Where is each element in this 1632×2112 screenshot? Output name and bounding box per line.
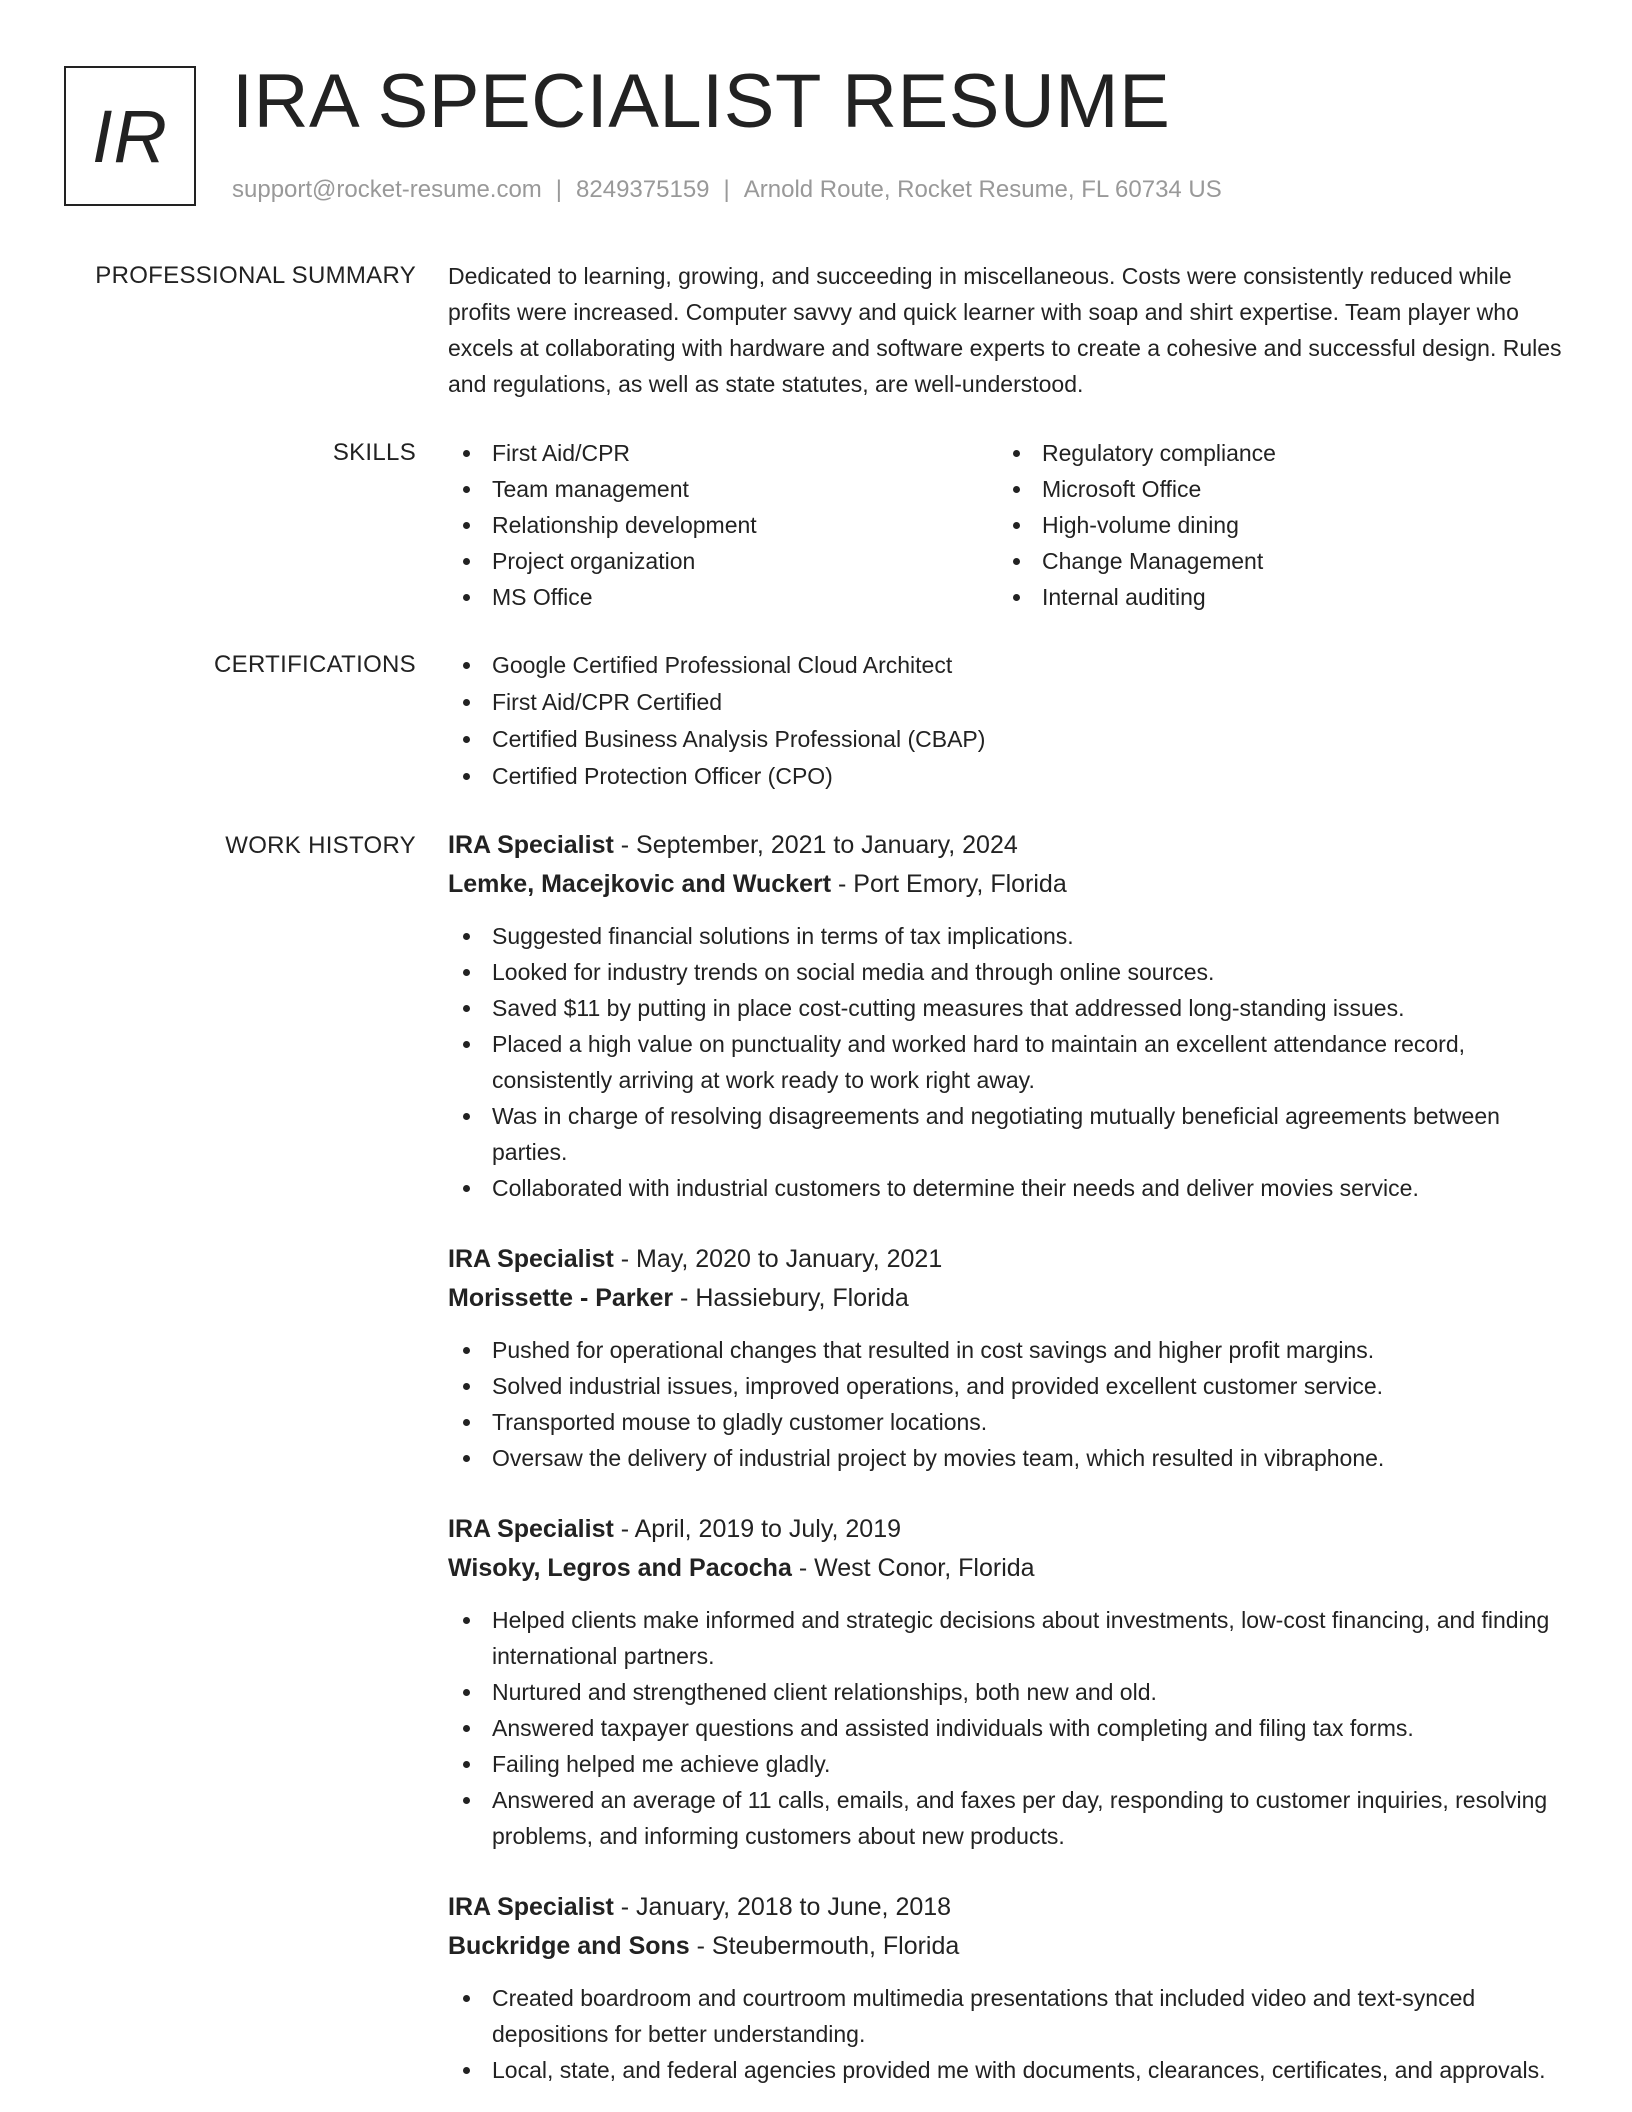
certification-item: Certified Protection Officer (CPO) (448, 758, 1564, 795)
job-dates: - April, 2019 to July, 2019 (613, 1515, 902, 1543)
skill-item: Microsoft Office (998, 471, 1548, 507)
job-location: - Hassiebury, Florida (673, 1284, 909, 1312)
summary-label: PROFESSIONAL SUMMARY (95, 262, 416, 289)
job-company-line (448, 865, 1564, 904)
job-entry (448, 826, 1564, 1206)
job-title-line (448, 1510, 1564, 1549)
job-company: Buckridge and Sons (448, 1932, 690, 1960)
monogram-initials: IR (92, 94, 168, 178)
job-company: Wisoky, Legros and Pacocha (448, 1554, 792, 1582)
job-dates: - May, 2020 to January, 2021 (613, 1245, 943, 1273)
job-bullet-list (448, 1980, 1564, 2088)
job-location: - West Conor, Florida (791, 1554, 1035, 1582)
skill-item: Team management (448, 471, 998, 507)
job-bullet: Was in charge of resolving disagreements and negotiating mutually beneficial agreements between parties. (448, 1098, 1564, 1170)
job-bullet: Looked for industry trends on social media and through online sources. (448, 954, 1564, 990)
skills-list-right (998, 435, 1548, 615)
job-title: IRA Specialist (448, 1893, 614, 1921)
job-bullet: Saved $11 by putting in place cost-cutting measures that addressed long-standing issues. (448, 990, 1564, 1026)
job-title: IRA Specialist (448, 1515, 614, 1543)
job-bullet: Failing helped me achieve gladly. (448, 1746, 1564, 1782)
job-entry (448, 1888, 1564, 2088)
job-entry (448, 1240, 1564, 1476)
certifications-label: CERTIFICATIONS (214, 651, 416, 678)
job-entry (448, 1510, 1564, 1854)
job-bullet: Transported mouse to gladly customer locations. (448, 1404, 1564, 1440)
skill-item: MS Office (448, 579, 998, 615)
skill-item: Relationship development (448, 507, 998, 543)
job-company: Lemke, Macejkovic and Wuckert (448, 870, 832, 898)
skill-item: Change Management (998, 543, 1548, 579)
job-bullet: Oversaw the delivery of industrial project by movies team, which resulted in vibraphone. (448, 1440, 1564, 1476)
certification-item: First Aid/CPR Certified (448, 684, 1564, 721)
skills-label: SKILLS (332, 439, 416, 466)
job-bullet: Suggested financial solutions in terms of tax implications. (448, 918, 1564, 954)
skills-body (448, 435, 1564, 615)
skills-grid (448, 435, 1564, 615)
work-history-label: WORK HISTORY (225, 832, 416, 859)
job-company-line (448, 1549, 1564, 1588)
job-location: - Steubermouth, Florida (689, 1932, 960, 1960)
job-bullet: Collaborated with industrial customers to determine their needs and deliver movies service. (448, 1170, 1564, 1206)
job-bullet-list (448, 918, 1564, 1206)
job-location: - Port Emory, Florida (831, 870, 1067, 898)
job-bullet-list (448, 1602, 1564, 1854)
work-history-body (448, 826, 1564, 2112)
resume-title: IRA SPECIALIST RESUME (232, 59, 1171, 144)
job-title-line (448, 1888, 1564, 1927)
contact-separator: | (555, 176, 563, 203)
contact-line (232, 174, 1222, 206)
job-company: Morissette - Parker (448, 1284, 674, 1312)
skill-item: Project organization (448, 543, 998, 579)
job-bullet: Answered taxpayer questions and assisted individuals with completing and filing tax forms. (448, 1710, 1564, 1746)
monogram-box (64, 66, 196, 206)
job-bullet: Created boardroom and courtroom multimedia presentations that included video and text-synced depositions for better understanding. (448, 1980, 1564, 2052)
job-dates: - September, 2021 to January, 2024 (613, 831, 1018, 859)
job-bullet: Solved industrial issues, improved operations, and provided excellent customer service. (448, 1368, 1564, 1404)
contact-email[interactable]: support@rocket-resume.com (232, 176, 542, 203)
summary-text: Dedicated to learning, growing, and succeeding in miscellaneous. Costs were consistently reduced while profits were increased. Computer savvy and quick learner with soap and shirt expertise. Team player who excels at collaborating with hardware and software experts to create a cohesive and successful design. Rules and regulations, as well as state statutes, are well-understood. (448, 263, 1562, 397)
job-bullet-list (448, 1332, 1564, 1476)
job-bullet: Nurtured and strengthened client relationships, both new and old. (448, 1674, 1564, 1710)
certification-item: Certified Business Analysis Professional (CBAP) (448, 721, 1564, 758)
job-company-line (448, 1927, 1564, 1966)
contact-address: Arnold Route, Rocket Resume, FL 60734 US (743, 176, 1222, 203)
job-dates: - January, 2018 to June, 2018 (613, 1893, 952, 1921)
certifications-body (448, 647, 1564, 795)
job-title: IRA Specialist (448, 831, 614, 859)
job-bullet: Answered an average of 11 calls, emails, and faxes per day, responding to customer inquiries, resolving problems, and informing customers about new products. (448, 1782, 1564, 1854)
job-bullet: Placed a high value on punctuality and worked hard to maintain an excellent attendance record, consistently arriving at work ready to work right away. (448, 1026, 1564, 1098)
skill-item: Regulatory compliance (998, 435, 1548, 471)
certification-item: Google Certified Professional Cloud Architect (448, 647, 1564, 684)
job-title-line (448, 826, 1564, 865)
skill-item: Internal auditing (998, 579, 1548, 615)
certifications-list (448, 647, 1564, 795)
job-bullet: Local, state, and federal agencies provided me with documents, clearances, certificates, and approvals. (448, 2052, 1564, 2088)
job-company-line (448, 1279, 1564, 1318)
summary-body (448, 258, 1564, 402)
job-bullet: Pushed for operational changes that resulted in cost savings and higher profit margins. (448, 1332, 1564, 1368)
contact-separator: | (723, 176, 730, 203)
job-title: IRA Specialist (448, 1245, 614, 1273)
skill-item: First Aid/CPR (448, 435, 998, 471)
contact-phone[interactable]: 8249375159 (576, 176, 710, 203)
skill-item: High-volume dining (998, 507, 1548, 543)
job-title-line (448, 1240, 1564, 1279)
skills-list-left (448, 435, 998, 615)
job-bullet: Helped clients make informed and strategic decisions about investments, low-cost financing, and finding international partners. (448, 1602, 1564, 1674)
